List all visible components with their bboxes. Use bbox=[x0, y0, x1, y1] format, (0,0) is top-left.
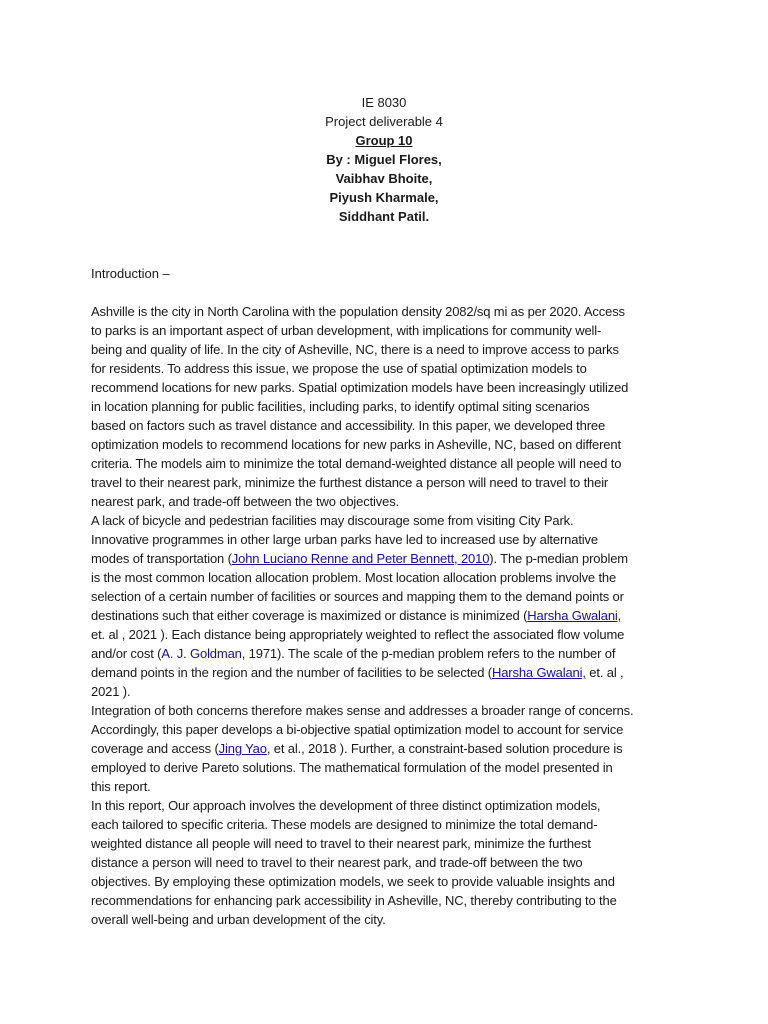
text-line bbox=[91, 549, 681, 568]
group-name: Group 10 bbox=[355, 133, 413, 148]
text-line bbox=[91, 739, 681, 758]
text-segment: , et al., 2018 ). Further, a constraint-based solution procedure is bbox=[266, 741, 623, 756]
citation-link-renne-bennett[interactable]: John Luciano Renne and Peter Bennett, 2010 bbox=[231, 551, 490, 566]
text-line: based on factors such as travel distance and accessibility. In this paper, we developed three bbox=[91, 418, 606, 433]
text-line: et. al , 2021 ). Each distance being appropriately weighted to reflect the associated flow volume bbox=[91, 627, 625, 642]
text-line: overall well-being and urban development of the city. bbox=[91, 912, 386, 927]
text-segment: ). The p-median problem bbox=[489, 551, 628, 566]
citation-link-gwalani[interactable]: Harsha Gwalani, bbox=[527, 608, 622, 623]
author-line: Siddhant Patil. bbox=[338, 209, 430, 224]
course-code: IE 8030 bbox=[361, 95, 407, 110]
title-block bbox=[0, 93, 768, 226]
text-line: Innovative programmes in other large urban parks have led to increased use by alternative bbox=[91, 532, 598, 547]
text-line: recommend locations for new parks. Spatial optimization models have been increasingly utilized bbox=[91, 380, 629, 395]
author-line: Vaibhav Bhoite, bbox=[335, 171, 433, 186]
author-line: Piyush Kharmale, bbox=[329, 190, 439, 205]
text-segment: modes of transportation ( bbox=[91, 551, 232, 566]
introduction-heading: Introduction – bbox=[91, 266, 170, 281]
citation-link-goldman[interactable]: A. J. Goldman bbox=[161, 646, 242, 661]
text-line bbox=[91, 606, 681, 625]
text-segment: , 1971). The scale of the p-median problem refers to the number of bbox=[241, 646, 616, 661]
text-line: 2021 ). bbox=[91, 684, 131, 699]
text-line: each tailored to specific criteria. These models are designed to minimize the total demand- bbox=[91, 817, 598, 832]
deliverable-title: Project deliverable 4 bbox=[325, 114, 443, 129]
introduction-body bbox=[91, 302, 681, 929]
text-line: recommendations for enhancing park accessibility in Asheville, NC, thereby contributing to the bbox=[91, 893, 617, 908]
text-line bbox=[91, 644, 681, 663]
text-line: weighted distance all people will need to travel to their nearest park, minimize the furthest bbox=[91, 836, 591, 851]
text-line: travel to their nearest park, minimize the furthest distance a person will need to travel to their bbox=[91, 475, 609, 490]
citation-link-yao[interactable]: Jing Yao bbox=[218, 741, 267, 756]
text-line: nearest park, and trade-off between the two objectives. bbox=[91, 494, 400, 509]
text-line: Accordingly, this paper develops a bi-objective spatial optimization model to account for service bbox=[91, 722, 624, 737]
text-line: for residents. To address this issue, we propose the use of spatial optimization models to bbox=[91, 361, 587, 376]
text-line: this report. bbox=[91, 779, 151, 794]
text-line bbox=[91, 663, 681, 682]
text-line: optimization models to recommend locations for new parks in Asheville, NC, based on different bbox=[91, 437, 621, 452]
text-segment: and/or cost ( bbox=[91, 646, 162, 661]
text-line: objectives. By employing these optimization models, we seek to provide valuable insights and bbox=[91, 874, 615, 889]
text-segment: coverage and access ( bbox=[91, 741, 219, 756]
text-line: distance a person will need to travel to their nearest park, and trade-off between the two bbox=[91, 855, 583, 870]
text-line: selection of a certain number of facilities or sources and mapping them to the demand points or bbox=[91, 589, 624, 604]
text-line: criteria. The models aim to minimize the total demand-weighted distance all people will need to bbox=[91, 456, 622, 471]
author-line: By : Miguel Flores, bbox=[326, 152, 442, 167]
text-line: in location planning for public facilities, including parks, to identify optimal siting scenarios bbox=[91, 399, 590, 414]
text-segment: et. al , bbox=[585, 665, 624, 680]
citation-link-gwalani[interactable]: Harsha Gwalani, bbox=[491, 665, 586, 680]
text-line: In this report, Our approach involves the development of three distinct optimization models, bbox=[91, 798, 601, 813]
text-segment: destinations such that either coverage is maximized or distance is minimized ( bbox=[91, 608, 528, 623]
text-line: being and quality of life. In the city of Asheville, NC, there is a need to improve access to parks bbox=[91, 342, 619, 357]
text-line: Integration of both concerns therefore makes sense and addresses a broader range of concerns. bbox=[91, 703, 634, 718]
text-line: Ashville is the city in North Carolina with the population density 2082/sq mi as per 2020. Access bbox=[91, 304, 625, 319]
text-line: employed to derive Pareto solutions. The mathematical formulation of the model presented in bbox=[91, 760, 613, 775]
text-line: A lack of bicycle and pedestrian facilities may discourage some from visiting City Park. bbox=[91, 513, 574, 528]
text-line: to parks is an important aspect of urban development, with implications for community well- bbox=[91, 323, 602, 338]
text-line: is the most common location allocation problem. Most location allocation problems involve the bbox=[91, 570, 617, 585]
text-segment: demand points in the region and the number of facilities to be selected ( bbox=[91, 665, 492, 680]
